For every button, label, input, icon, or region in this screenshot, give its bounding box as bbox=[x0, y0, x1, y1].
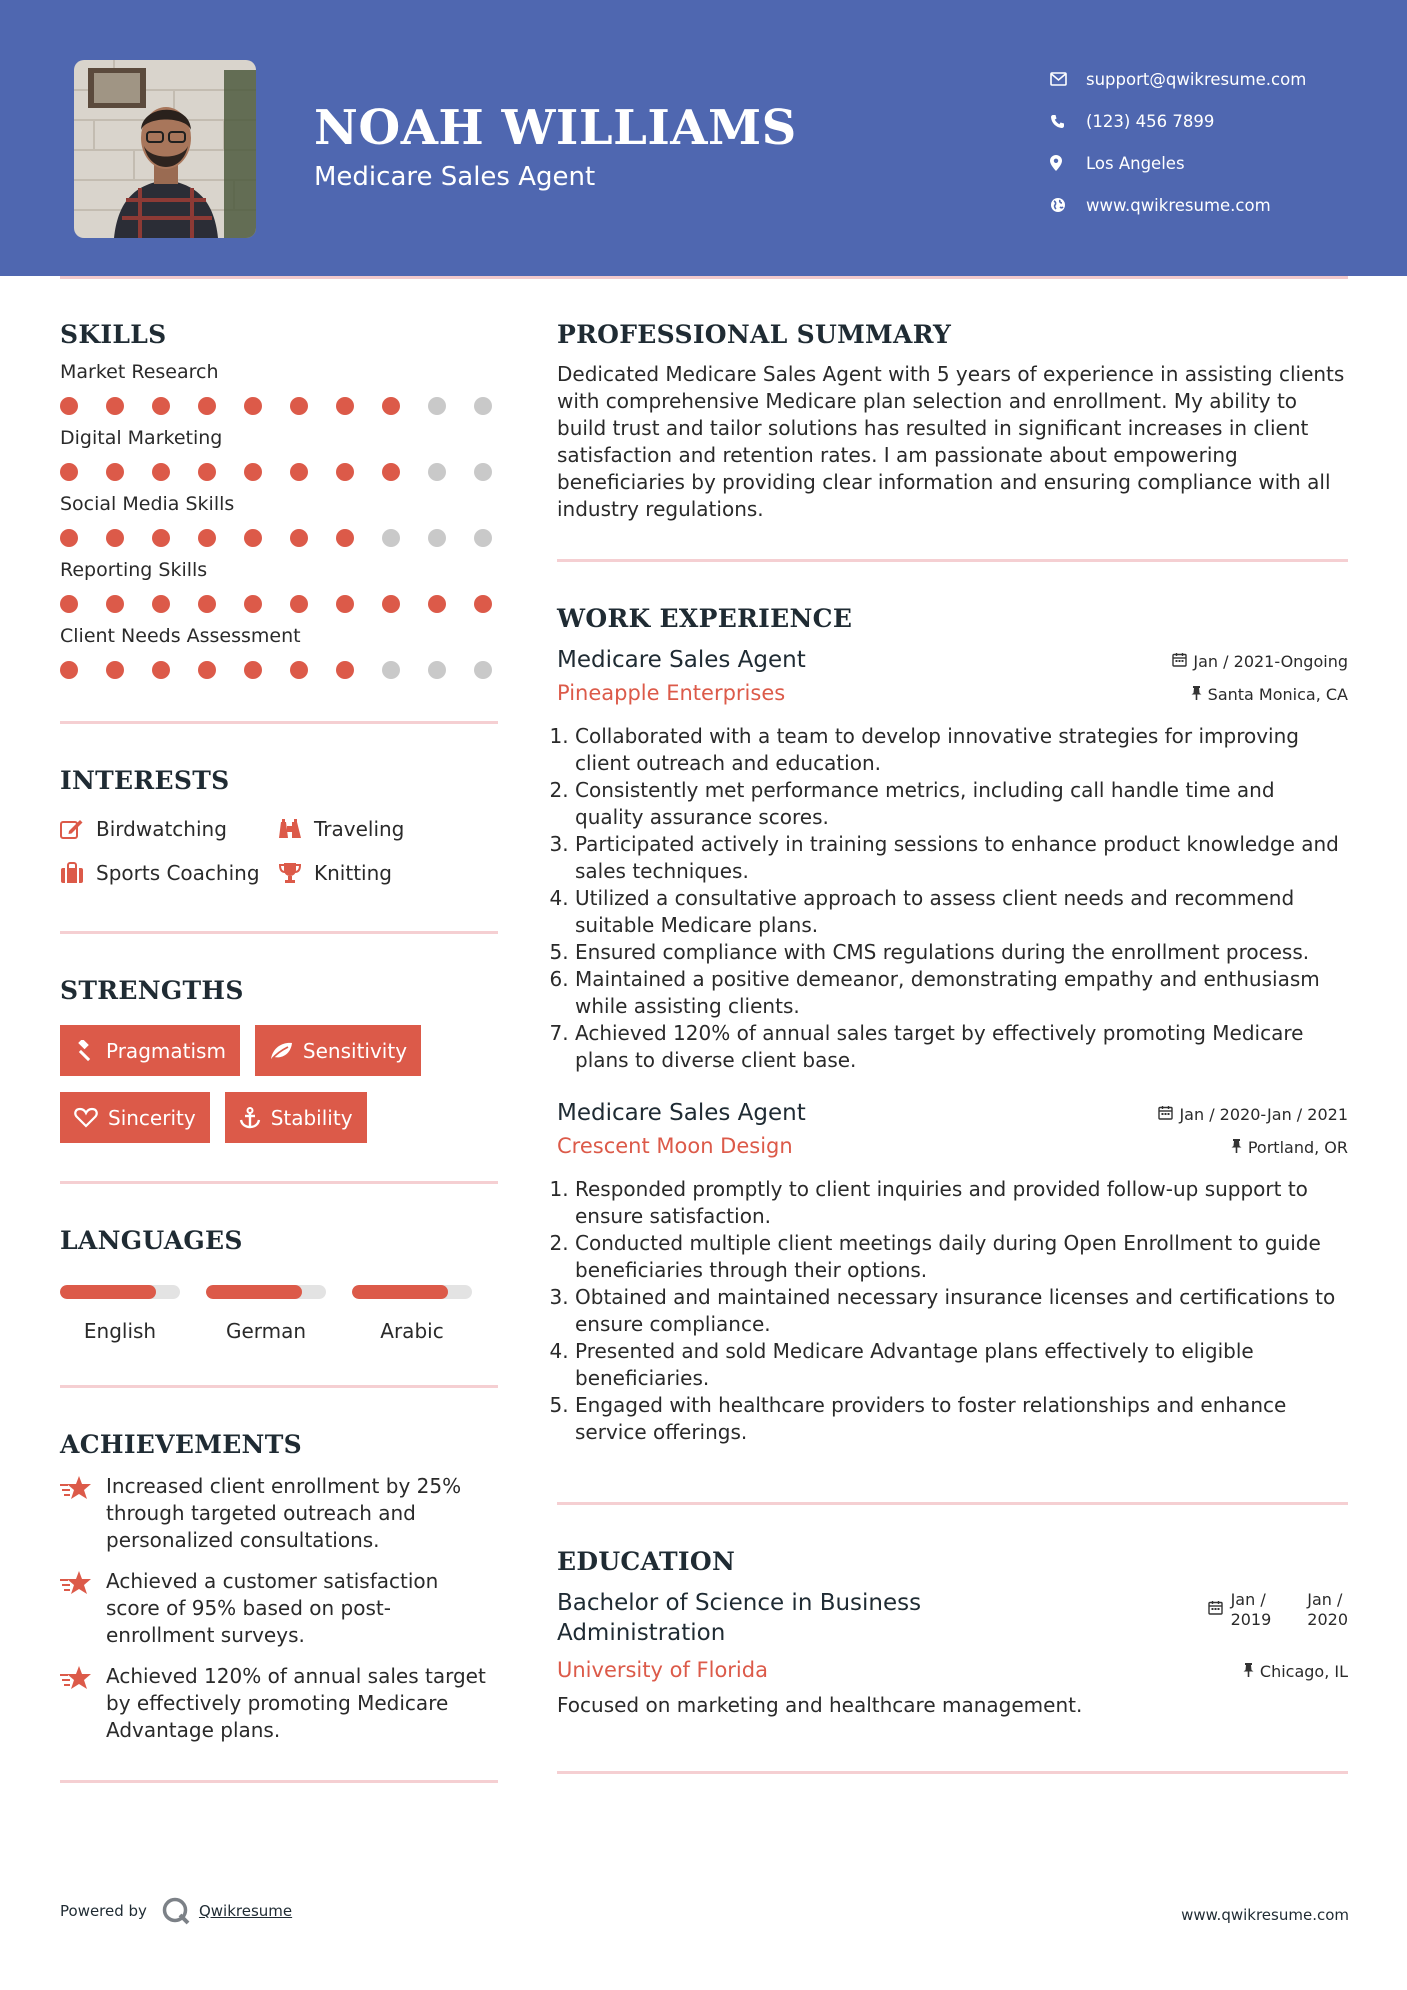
skill-item bbox=[60, 361, 498, 415]
trophy-icon bbox=[278, 862, 314, 884]
degree-title bbox=[557, 1588, 921, 1648]
skill-dot-filled bbox=[198, 595, 216, 613]
skill-dot-empty bbox=[474, 397, 492, 415]
anchor-icon bbox=[239, 1107, 261, 1129]
language-label: English bbox=[83, 1319, 157, 1343]
interest-label: Sports Coaching bbox=[96, 861, 260, 885]
calendar-icon bbox=[1158, 1105, 1173, 1124]
skills-title: SKILLS bbox=[60, 320, 167, 349]
summary-section bbox=[557, 320, 1348, 562]
skill-label: Client Needs Assessment bbox=[60, 625, 301, 647]
job-bullet: 2. Consistently met performance metrics, including call handle time and quality assurance scores. bbox=[575, 777, 1348, 831]
interest-list bbox=[60, 813, 498, 889]
education-section bbox=[557, 1547, 1348, 1774]
interest-item bbox=[278, 813, 478, 845]
skill-dot-filled bbox=[290, 397, 308, 415]
interest-item bbox=[60, 857, 278, 889]
interests-title: INTERESTS bbox=[60, 766, 230, 795]
skill-dot-filled bbox=[106, 595, 124, 613]
skill-dot-filled bbox=[336, 397, 354, 415]
language-level bbox=[60, 1285, 156, 1299]
education-note: Focused on marketing and healthcare management. bbox=[557, 1693, 1083, 1717]
job-bullet: 6. Maintained a positive demeanor, demonstrating empathy and enthusiasm while assisting clients. bbox=[575, 966, 1348, 1020]
interest-label: Birdwatching bbox=[96, 817, 227, 841]
skill-dot-empty bbox=[474, 661, 492, 679]
achievement-list bbox=[60, 1473, 498, 1744]
skill-dot-filled bbox=[106, 397, 124, 415]
skill-dot-filled bbox=[152, 463, 170, 481]
job-bullet: 7. Achieved 120% of annual sales target by effectively promoting Medicare plans to diverse client base. bbox=[575, 1020, 1348, 1074]
achievement-item bbox=[60, 1663, 498, 1744]
skill-dot-empty bbox=[474, 529, 492, 547]
education-date-from bbox=[1231, 1590, 1272, 1630]
phone-icon bbox=[1050, 114, 1086, 129]
section-divider bbox=[60, 931, 498, 934]
strength-tag bbox=[255, 1025, 421, 1076]
skill-dot-filled bbox=[474, 595, 492, 613]
job-bullet: 5. Ensured compliance with CMS regulations during the enrollment process. bbox=[575, 939, 1348, 966]
job-bullet: 3. Obtained and maintained necessary insurance licenses and certifications to ensure compliance. bbox=[575, 1284, 1348, 1338]
contact-website-text: www.qwikresume.com bbox=[1086, 195, 1271, 215]
job-bullet: 1. Collaborated with a team to develop innovative strategies for improving client outreach and education. bbox=[575, 723, 1348, 777]
skill-dot-filled bbox=[60, 661, 78, 679]
skill-dot-filled bbox=[152, 529, 170, 547]
skill-dot-filled bbox=[198, 661, 216, 679]
skill-dot-filled bbox=[428, 595, 446, 613]
strengths-section bbox=[60, 976, 498, 1184]
skill-dot-filled bbox=[152, 661, 170, 679]
section-divider bbox=[557, 1771, 1348, 1774]
job-location-text: Santa Monica, CA bbox=[1207, 685, 1348, 704]
candidate-role: Medicare Sales Agent bbox=[314, 162, 596, 192]
skill-dot-filled bbox=[244, 595, 262, 613]
skill-dot-filled bbox=[60, 397, 78, 415]
interests-section bbox=[60, 766, 498, 934]
job-date bbox=[1172, 652, 1348, 671]
education-title: EDUCATION bbox=[557, 1547, 736, 1576]
skill-dot-filled bbox=[290, 529, 308, 547]
skill-dot-empty bbox=[428, 661, 446, 679]
section-divider bbox=[60, 1181, 498, 1184]
skills-section bbox=[60, 320, 498, 724]
strength-tag bbox=[60, 1092, 210, 1143]
job-date bbox=[1158, 1105, 1348, 1124]
job-entry bbox=[557, 647, 1348, 1074]
job-bullet: 1. Responded promptly to client inquiries and provided follow-up support to ensure satisfaction. bbox=[575, 1176, 1348, 1230]
section-divider bbox=[60, 1780, 498, 1783]
language-bar bbox=[206, 1285, 326, 1299]
interest-item bbox=[60, 813, 278, 845]
strength-label: Sensitivity bbox=[302, 1038, 408, 1063]
education-head bbox=[557, 1588, 1348, 1648]
experience-section bbox=[557, 604, 1348, 1505]
header-banner bbox=[0, 0, 1407, 276]
school-location bbox=[1243, 1662, 1348, 1681]
skill-item bbox=[60, 493, 498, 547]
pushpin-icon bbox=[1231, 1138, 1242, 1157]
company-name: Pineapple Enterprises bbox=[557, 681, 786, 705]
job-location bbox=[1191, 685, 1348, 704]
globe-icon bbox=[1050, 197, 1086, 213]
skill-label: Reporting Skills bbox=[60, 559, 208, 581]
skill-rating bbox=[60, 529, 498, 547]
experience-title: WORK EXPERIENCE bbox=[557, 604, 853, 633]
contact-location-text: Los Angeles bbox=[1086, 153, 1185, 173]
envelope-icon bbox=[1050, 72, 1086, 86]
strengths-title: STRENGTHS bbox=[60, 976, 244, 1005]
skill-dot-empty bbox=[382, 661, 400, 679]
contact-website[interactable] bbox=[1050, 184, 1306, 226]
job-bullet: 3. Participated actively in training sessions to enhance product knowledge and sales techniques. bbox=[575, 831, 1348, 885]
star-medal-icon bbox=[60, 1568, 106, 1649]
contact-phone-text: (123) 456 7899 bbox=[1086, 111, 1215, 131]
school-location-text: Chicago, IL bbox=[1259, 1662, 1348, 1681]
skill-rating bbox=[60, 463, 498, 481]
job-bullets bbox=[557, 723, 1348, 1074]
contact-phone[interactable] bbox=[1050, 100, 1306, 142]
skill-dot-filled bbox=[336, 595, 354, 613]
strength-tag bbox=[225, 1092, 367, 1143]
achievement-text: Achieved a customer satisfaction score of 95% based on post-enrollment surveys. bbox=[106, 1569, 439, 1647]
language-level bbox=[206, 1285, 302, 1299]
leaf-icon bbox=[269, 1041, 293, 1061]
language-item bbox=[60, 1285, 180, 1343]
skill-dot-filled bbox=[336, 661, 354, 679]
calendar-icon bbox=[1172, 652, 1187, 671]
language-label: German bbox=[225, 1319, 307, 1343]
skill-dot-empty bbox=[474, 463, 492, 481]
language-level bbox=[352, 1285, 448, 1299]
skill-dot-filled bbox=[60, 529, 78, 547]
skill-dot-filled bbox=[198, 529, 216, 547]
summary-title: PROFESSIONAL SUMMARY bbox=[557, 320, 952, 349]
star-medal-icon bbox=[60, 1473, 106, 1554]
job-bullet: 4. Utilized a consultative approach to assess client needs and recommend suitable Medicare plans. bbox=[575, 885, 1348, 939]
skill-dot-filled bbox=[382, 595, 400, 613]
pushpin-icon bbox=[1243, 1662, 1254, 1681]
education-dates bbox=[1208, 1588, 1348, 1648]
heart-icon bbox=[74, 1107, 98, 1128]
school-name: University of Florida bbox=[557, 1658, 768, 1682]
strength-tag bbox=[60, 1025, 240, 1076]
skill-dot-empty bbox=[428, 529, 446, 547]
job-bullet: 4. Presented and sold Medicare Advantage plans effectively to eligible beneficiaries. bbox=[575, 1338, 1348, 1392]
job-date-text: Jan / 2020-Jan / 2021 bbox=[1179, 1105, 1348, 1124]
strength-label: Pragmatism bbox=[106, 1038, 226, 1063]
pushpin-icon bbox=[1191, 685, 1202, 704]
skill-dot-empty bbox=[428, 463, 446, 481]
achievements-section bbox=[60, 1430, 498, 1783]
skill-dot-filled bbox=[152, 595, 170, 613]
skill-item bbox=[60, 625, 498, 679]
skill-dot-empty bbox=[382, 529, 400, 547]
skill-dot-filled bbox=[290, 661, 308, 679]
briefcase-icon bbox=[60, 862, 96, 884]
skill-label: Market Research bbox=[60, 361, 219, 383]
skill-dot-filled bbox=[244, 463, 262, 481]
skill-dot-filled bbox=[290, 463, 308, 481]
skill-dot-filled bbox=[106, 463, 124, 481]
degree-line: Bachelor of Science in Business bbox=[557, 1590, 922, 1616]
skill-dot-filled bbox=[382, 397, 400, 415]
language-item bbox=[352, 1285, 472, 1343]
profile-photo bbox=[74, 60, 256, 238]
skill-dot-filled bbox=[336, 463, 354, 481]
skill-dot-filled bbox=[198, 463, 216, 481]
qwikresume-link[interactable]: Qwikresume bbox=[198, 1902, 293, 1920]
skill-dot-filled bbox=[198, 397, 216, 415]
language-item bbox=[206, 1285, 326, 1343]
language-bar bbox=[60, 1285, 180, 1299]
languages-title: LANGUAGES bbox=[60, 1226, 243, 1255]
degree-line: Administration bbox=[557, 1620, 726, 1646]
skill-dot-filled bbox=[152, 397, 170, 415]
skill-dot-filled bbox=[244, 661, 262, 679]
skill-dot-filled bbox=[60, 463, 78, 481]
skill-label: Social Media Skills bbox=[60, 493, 235, 515]
footer-powered-by bbox=[60, 1896, 292, 1926]
skill-rating bbox=[60, 595, 498, 613]
date-from-month: Jan / bbox=[1230, 1590, 1266, 1609]
skill-dot-filled bbox=[382, 463, 400, 481]
date-to-year: 2020 bbox=[1307, 1610, 1348, 1629]
job-location-text: Portland, OR bbox=[1247, 1138, 1348, 1157]
skill-label: Digital Marketing bbox=[60, 427, 223, 449]
skill-dot-filled bbox=[106, 661, 124, 679]
skill-dot-empty bbox=[428, 397, 446, 415]
skill-dot-filled bbox=[244, 529, 262, 547]
section-divider bbox=[557, 559, 1348, 562]
date-from-year: 2019 bbox=[1230, 1610, 1272, 1629]
contact-list bbox=[1050, 58, 1306, 226]
skill-dot-filled bbox=[244, 397, 262, 415]
job-title: Medicare Sales Agent bbox=[557, 1100, 806, 1126]
language-list bbox=[60, 1285, 498, 1343]
job-bullet: 2. Conducted multiple client meetings daily during Open Enrollment to guide beneficiaries through their options. bbox=[575, 1230, 1348, 1284]
skill-dot-filled bbox=[336, 529, 354, 547]
skill-list bbox=[60, 361, 498, 679]
language-label: Arabic bbox=[380, 1319, 444, 1343]
achievement-text: Achieved 120% of annual sales target by effectively promoting Medicare Advantage plans. bbox=[106, 1664, 486, 1742]
map-pin-icon bbox=[1050, 155, 1086, 171]
achievement-item bbox=[60, 1473, 498, 1554]
right-column bbox=[557, 320, 1348, 1774]
skill-item bbox=[60, 559, 498, 613]
candidate-name: NOAH WILLIAMS bbox=[314, 100, 797, 156]
summary-text: Dedicated Medicare Sales Agent with 5 years of experience in assisting clients with comprehensive Medicare plan selection and enrollment. My ability to build trust and tailor solutions has resulted in significant increases in client satisfaction and retention rates. I am passionate about empowering beneficiaries by providing clear information and ensuring compliance with all industry regulations. bbox=[557, 362, 1345, 521]
interest-item bbox=[278, 857, 478, 889]
qwikresume-logo-icon bbox=[161, 1896, 191, 1926]
gavel-icon bbox=[74, 1040, 96, 1062]
languages-section bbox=[60, 1226, 498, 1388]
contact-email-text: support@qwikresume.com bbox=[1086, 69, 1307, 89]
section-divider bbox=[60, 1385, 498, 1388]
company-name: Crescent Moon Design bbox=[557, 1134, 793, 1158]
job-date-text: Jan / 2021-Ongoing bbox=[1193, 652, 1348, 671]
left-column bbox=[60, 320, 498, 1783]
achievement-item bbox=[60, 1568, 498, 1649]
strength-label: Stability bbox=[270, 1105, 353, 1130]
job-bullets bbox=[557, 1176, 1348, 1446]
job-title: Medicare Sales Agent bbox=[557, 647, 806, 673]
skill-dot-filled bbox=[106, 529, 124, 547]
achievements-title: ACHIEVEMENTS bbox=[60, 1430, 302, 1459]
footer-url[interactable]: www.qwikresume.com bbox=[1181, 1906, 1349, 1924]
language-bar bbox=[352, 1285, 472, 1299]
contact-location bbox=[1050, 142, 1306, 184]
calendar-icon bbox=[1208, 1590, 1223, 1620]
contact-email[interactable] bbox=[1050, 58, 1306, 100]
powered-by-text: Powered by bbox=[60, 1902, 147, 1920]
achievement-text: Increased client enrollment by 25% through targeted outreach and personalized consultations. bbox=[106, 1474, 462, 1552]
job-location bbox=[1231, 1138, 1348, 1157]
interest-label: Traveling bbox=[314, 817, 405, 841]
skill-item bbox=[60, 427, 498, 481]
strength-label: Sincerity bbox=[108, 1105, 196, 1130]
header-divider bbox=[60, 276, 1348, 279]
pencil-square-icon bbox=[60, 818, 96, 840]
strength-list bbox=[60, 1025, 498, 1143]
job-bullet: 5. Engaged with healthcare providers to foster relationships and enhance service offerings. bbox=[575, 1392, 1348, 1446]
binoculars-icon bbox=[278, 818, 314, 840]
skill-dot-filled bbox=[290, 595, 308, 613]
skill-rating bbox=[60, 397, 498, 415]
interest-label: Knitting bbox=[314, 861, 392, 885]
education-date-to bbox=[1307, 1590, 1348, 1630]
date-to-month: Jan / bbox=[1307, 1590, 1343, 1609]
section-divider bbox=[60, 721, 498, 724]
star-medal-icon bbox=[60, 1663, 106, 1744]
skill-rating bbox=[60, 661, 498, 679]
job-entry bbox=[557, 1100, 1348, 1446]
skill-dot-filled bbox=[60, 595, 78, 613]
section-divider bbox=[557, 1502, 1348, 1505]
